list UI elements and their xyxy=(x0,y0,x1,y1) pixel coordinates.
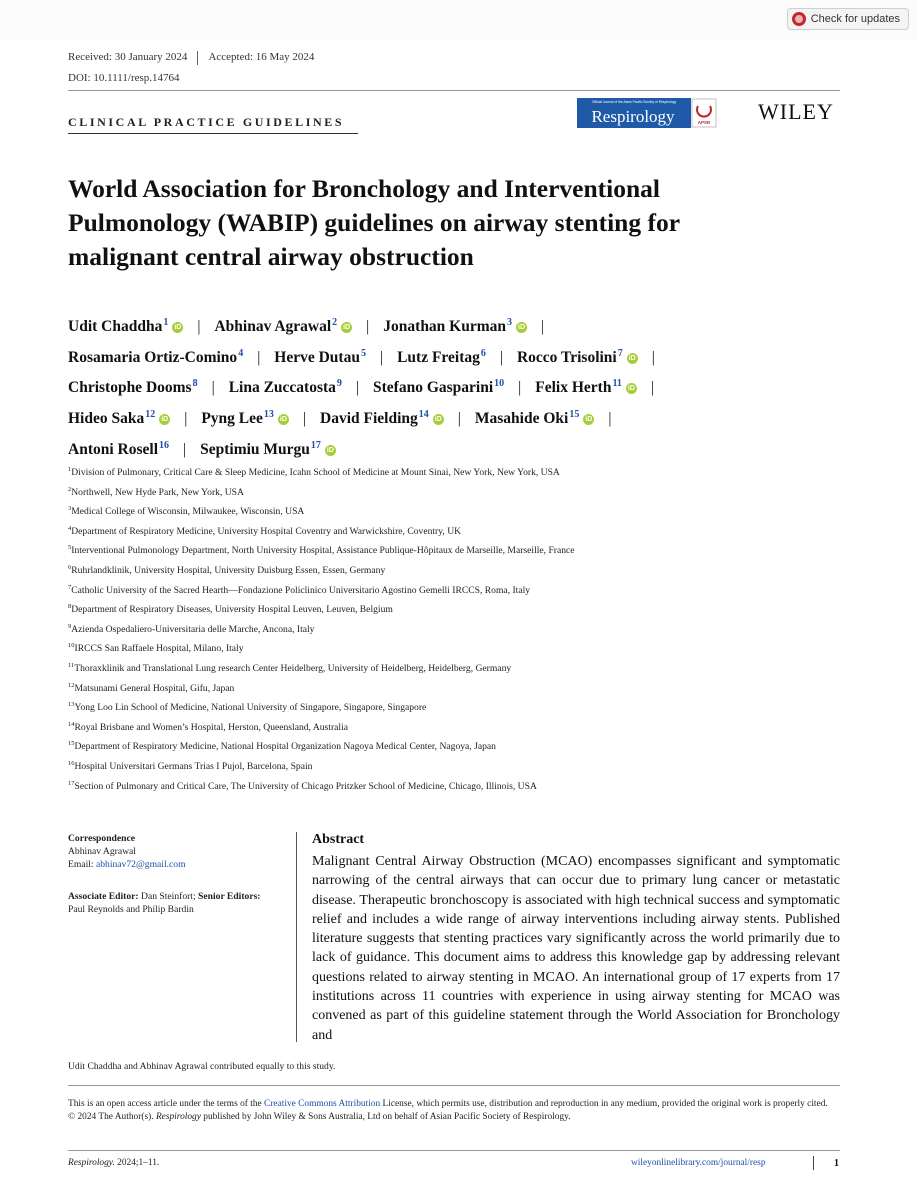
affiliation-number: 7 xyxy=(68,583,72,591)
author-affiliation-number[interactable]: 13 xyxy=(263,408,274,420)
author-name: Felix Herth xyxy=(535,379,612,397)
license-block xyxy=(68,1098,840,1123)
author-affiliation-number[interactable]: 15 xyxy=(569,408,580,420)
author-separator: | xyxy=(651,348,655,366)
author-separator: | xyxy=(355,379,360,397)
associate-editor-label: Associate Editor: xyxy=(68,891,139,902)
author-name: Udit Chaddha xyxy=(68,318,163,336)
copyright-pre: © 2024 The Author(s). xyxy=(68,1111,156,1122)
author-name: Hideo Saka xyxy=(68,410,145,428)
author[interactable] xyxy=(475,410,594,427)
author[interactable] xyxy=(68,318,183,335)
affiliation xyxy=(68,580,848,600)
author[interactable] xyxy=(200,441,336,458)
apsr-logo-text: APSR xyxy=(697,120,711,125)
orcid-icon[interactable]: iD xyxy=(174,324,182,332)
license-text-2: License, which permits use, distribution and reproduction in any medium, provided the original work is properly cited. xyxy=(380,1099,828,1109)
affiliation-text: Interventional Pulmonology Department, North University Hospital, Assistance Publique-Hôpitaux de Marseille, Marseille, France xyxy=(71,545,575,557)
affiliation-text: Yong Loo Lin School of Medicine, National University of Singapore, Singapore, Singapore xyxy=(74,702,427,714)
license-text-1: This is an open access article under the terms of the xyxy=(68,1099,265,1109)
affiliation xyxy=(68,540,848,560)
author-separator: | xyxy=(366,318,370,336)
author[interactable] xyxy=(214,318,352,335)
affiliation xyxy=(68,599,848,619)
author-affiliation-number[interactable]: 12 xyxy=(145,408,156,420)
orcid-icon[interactable]: iD xyxy=(161,416,169,424)
email-label: Email: xyxy=(68,859,94,870)
associate-editor-name: Dan Steinfort; xyxy=(141,891,196,902)
author[interactable] xyxy=(201,410,289,427)
received-date: Received: 30 January 2024 xyxy=(68,51,188,63)
affiliation-number: 9 xyxy=(68,622,72,630)
affiliation xyxy=(68,717,848,737)
orcid-icon[interactable]: iD xyxy=(518,324,526,332)
accepted-date: Accepted: 16 May 2024 xyxy=(208,51,315,63)
correspondence-name: Abhinav Agrawal xyxy=(68,846,136,857)
affiliation-number: 6 xyxy=(68,563,72,571)
author-separator: | xyxy=(608,410,612,428)
correspondence-email-line xyxy=(68,858,283,871)
author-name: David Fielding xyxy=(320,410,418,428)
affiliation-number: 11 xyxy=(68,661,75,669)
affiliation-text: Ruhrlandklinik, University Hospital, University Duisburg Essen, Essen, Germany xyxy=(71,565,386,577)
author-separator: | xyxy=(457,410,461,428)
check-for-updates-label: Check for updates xyxy=(810,13,900,25)
author-name: Stefano Gasparini xyxy=(373,379,494,397)
author[interactable] xyxy=(68,410,170,427)
check-for-updates-button[interactable] xyxy=(787,8,909,30)
affiliation-number: 14 xyxy=(68,720,75,728)
author[interactable] xyxy=(229,379,342,396)
author[interactable] xyxy=(68,441,169,458)
author-line xyxy=(68,371,828,402)
publisher-logo: WILEY xyxy=(758,99,834,124)
author-separator: | xyxy=(518,379,522,397)
affiliation-text: Thoraxklinik and Translational Lung research Center Heidelberg, University of Heidelberg, Heidelberg, Germany xyxy=(74,663,512,675)
affiliation-list xyxy=(68,462,848,795)
column-divider xyxy=(296,832,297,1042)
author-affiliation-number[interactable]: 10 xyxy=(494,378,505,390)
author-separator: | xyxy=(541,318,545,336)
affiliation xyxy=(68,776,848,796)
affiliation xyxy=(68,619,848,639)
orcid-icon[interactable]: iD xyxy=(326,446,334,454)
header-rule xyxy=(68,90,840,91)
affiliation xyxy=(68,638,848,658)
author[interactable] xyxy=(274,349,366,366)
author[interactable] xyxy=(535,379,637,396)
affiliation xyxy=(68,521,848,541)
author-affiliation-number[interactable]: 6 xyxy=(480,347,486,359)
author-separator: | xyxy=(302,410,307,428)
orcid-icon[interactable]: iD xyxy=(585,416,593,424)
affiliation-text: Matsunami General Hospital, Gifu, Japan xyxy=(74,682,235,694)
author-affiliation-number[interactable]: 8 xyxy=(192,378,198,390)
affiliation-number: 4 xyxy=(68,524,72,532)
affiliation-text: Section of Pulmonary and Critical Care, The University of Chicago Pritzker School of Medicine, Chicago, Illinois, USA xyxy=(74,780,537,792)
abstract-text: Malignant Central Airway Obstruction (MCAO) encompasses significant and symptomatic narrowing of the central airways that can occur due to primary lung cancer or metastatic disease. Therapeutic bronchoscopy is associated with high technical success and symptomatic relief and includes a wide range of airway interventions including airway stents. Published literature suggests that stenting practices vary significantly across the world primarily due to lack of guidance. This document aims to address this knowledge gap by addressing relevant questions related to airway stenting in MCAO. An international group of 17 experts from 17 institutions across 11 countries with experience in using airway stenting for MCAO was convened as part of this guideline statement through the World Association for Bronchology and xyxy=(312,854,840,1043)
article-title: World Association for Bronchology and Interventional Pulmonology (WABIP) guidelines on airway stenting for malignant central airway obstruction xyxy=(68,174,680,271)
footer-citation-text: 2024;1–11. xyxy=(114,1158,160,1168)
author-separator: | xyxy=(184,410,188,428)
author-name: Rocco Trisolini xyxy=(516,348,617,366)
affiliation xyxy=(68,736,848,756)
affiliation-number: 12 xyxy=(68,681,75,689)
author-affiliation-number[interactable]: 4 xyxy=(238,347,244,359)
author-affiliation-number[interactable]: 16 xyxy=(159,439,169,451)
footer-journal: Respirology. xyxy=(68,1158,115,1168)
author[interactable] xyxy=(68,379,198,396)
affiliation-number: 17 xyxy=(68,779,75,787)
author-separator: | xyxy=(183,440,187,458)
abstract-heading: Abstract xyxy=(312,832,365,847)
affiliation-number: 5 xyxy=(68,544,72,552)
respirology-logo xyxy=(577,98,717,128)
section-label: CLINICAL PRACTICE GUIDELINES xyxy=(68,115,345,129)
crossmark-icon xyxy=(792,12,806,26)
author-name: Abhinav Agrawal xyxy=(214,318,332,336)
author[interactable] xyxy=(397,349,486,366)
dates-divider xyxy=(197,51,198,65)
orcid-icon[interactable]: iD xyxy=(343,324,351,332)
affiliation-number: 16 xyxy=(68,759,75,767)
author-line xyxy=(68,433,828,464)
author[interactable] xyxy=(517,349,638,366)
author-affiliation-number[interactable]: 3 xyxy=(507,317,513,328)
author[interactable] xyxy=(373,379,504,396)
affiliation-text: Royal Brisbane and Women’s Hospital, Herston, Queensland, Australia xyxy=(74,721,348,733)
affiliation xyxy=(68,560,848,580)
author-affiliation-number[interactable]: 7 xyxy=(617,347,623,359)
affiliation-text: Catholic University of the Sacred Hearth—Fondazione Policlinico Universitario Agostino Gemelli IRCCS, Roma, Italy xyxy=(71,584,531,596)
author-separator: | xyxy=(211,379,215,397)
affiliation-text: Hospital Universitari Germans Trias I Pujol, Barcelona, Spain xyxy=(74,761,313,773)
author-affiliation-number[interactable]: 11 xyxy=(612,378,622,390)
affiliation-number: 2 xyxy=(68,485,72,493)
affiliation-text: Department of Respiratory Medicine, National Hospital Organization Nagoya Medical Center, Nagoya, Japan xyxy=(74,741,496,753)
creative-commons-link[interactable]: Creative Commons Attribution xyxy=(264,1099,381,1109)
author-affiliation-number[interactable]: 9 xyxy=(336,378,342,390)
affiliation-number: 15 xyxy=(68,740,75,748)
affiliation-text: Department of Respiratory Medicine, University Hospital Coventry and Warwickshire, Coventry, UK xyxy=(71,525,462,537)
affiliation-number: 13 xyxy=(68,701,75,709)
author-separator: | xyxy=(197,318,201,336)
affiliation-text: Division of Pulmonary, Critical Care & Sleep Medicine, Icahn School of Medicine at Mount Sinai, New York, New York, USA xyxy=(71,467,560,479)
author-name: Christophe Dooms xyxy=(68,379,192,397)
page-number: 1 xyxy=(834,1158,839,1169)
orcid-icon[interactable]: iD xyxy=(628,354,636,362)
copyright-journal: Respirology xyxy=(155,1111,201,1122)
contribution-note: Udit Chaddha and Abhinav Agrawal contributed equally to this study. xyxy=(68,1061,336,1072)
affiliation-number: 1 xyxy=(68,466,72,473)
editors-line xyxy=(68,890,283,903)
author[interactable] xyxy=(68,349,243,366)
affiliation xyxy=(68,482,848,502)
orcid-icon[interactable]: iD xyxy=(434,416,442,424)
author-name: Lina Zuccatosta xyxy=(228,379,336,397)
affiliation xyxy=(68,462,848,482)
author-separator: | xyxy=(650,379,655,397)
doi[interactable]: DOI: 10.1111/resp.14764 xyxy=(68,72,180,84)
respirology-logo-subtext: Official Journal of the Asian Pacific Society of Respirology xyxy=(591,100,677,104)
author[interactable] xyxy=(383,318,527,335)
footer-divider xyxy=(813,1156,814,1170)
author-name: Masahide Oki xyxy=(474,410,569,428)
footer-rule xyxy=(68,1150,840,1151)
affiliation-text: Department of Respiratory Diseases, University Hospital Leuven, Leuven, Belgium xyxy=(71,604,393,616)
top-band xyxy=(0,0,917,40)
orcid-icon[interactable]: iD xyxy=(627,385,635,393)
author-line xyxy=(68,341,828,372)
author-name: Antoni Rosell xyxy=(68,440,158,458)
affiliation xyxy=(68,678,848,698)
copyright-post: published by John Wiley & Sons Australia, Ltd on behalf of Asian Pacific Society of Respirology. xyxy=(200,1111,571,1122)
author-list xyxy=(68,310,828,463)
author-affiliation-number[interactable]: 2 xyxy=(332,317,338,328)
dates-line xyxy=(68,51,314,65)
author-affiliation-number[interactable]: 1 xyxy=(163,317,169,328)
affiliation-number: 8 xyxy=(68,603,72,611)
author-name: Jonathan Kurman xyxy=(383,318,507,336)
author-name: Herve Dutau xyxy=(274,348,360,366)
orcid-icon[interactable]: iD xyxy=(279,416,287,424)
affiliation xyxy=(68,697,848,717)
author-name: Lutz Freitag xyxy=(397,348,480,366)
affiliation xyxy=(68,501,848,521)
correspondence-block xyxy=(68,832,283,916)
author[interactable] xyxy=(320,410,444,427)
journal-url-link[interactable]: wileyonlinelibrary.com/journal/resp xyxy=(631,1158,766,1168)
affiliation-text: Azienda Ospedaliero-Universitaria delle Marche, Ancona, Italy xyxy=(71,623,315,635)
senior-editors-label: Senior Editors: xyxy=(198,891,261,902)
license-rule xyxy=(68,1085,840,1086)
author-affiliation-number[interactable]: 14 xyxy=(418,408,429,420)
respirology-logo-text: Respirology xyxy=(591,107,675,126)
author-separator: | xyxy=(499,348,503,366)
affiliation-number: 3 xyxy=(68,505,72,513)
author-affiliation-number[interactable]: 5 xyxy=(360,347,366,359)
author-name: Septimiu Murgu xyxy=(200,440,310,458)
correspondence-heading: Correspondence xyxy=(68,833,135,844)
affiliation-number: 10 xyxy=(68,642,75,650)
author-name: Rosamaria Ortiz-Comino xyxy=(68,348,238,366)
author-separator: | xyxy=(379,348,384,366)
footer-citation xyxy=(68,1158,159,1168)
correspondence-email-link[interactable]: abhinav72@gmail.com xyxy=(95,859,186,870)
author-line xyxy=(68,310,828,341)
section-underline xyxy=(68,133,358,134)
author-separator: | xyxy=(257,348,261,366)
author-line xyxy=(68,402,828,433)
author-name: Pyng Lee xyxy=(201,410,263,428)
affiliation xyxy=(68,658,848,678)
author-affiliation-number[interactable]: 17 xyxy=(310,439,321,451)
affiliation-text: Northwell, New Hyde Park, New York, USA xyxy=(71,486,244,498)
affiliation-text: IRCCS San Raffaele Hospital, Milano, Italy xyxy=(74,643,244,655)
affiliation-text: Medical College of Wisconsin, Milwaukee, Wisconsin, USA xyxy=(71,506,305,518)
senior-editors-names: Paul Reynolds and Philip Bardin xyxy=(68,904,194,915)
affiliation xyxy=(68,756,848,776)
